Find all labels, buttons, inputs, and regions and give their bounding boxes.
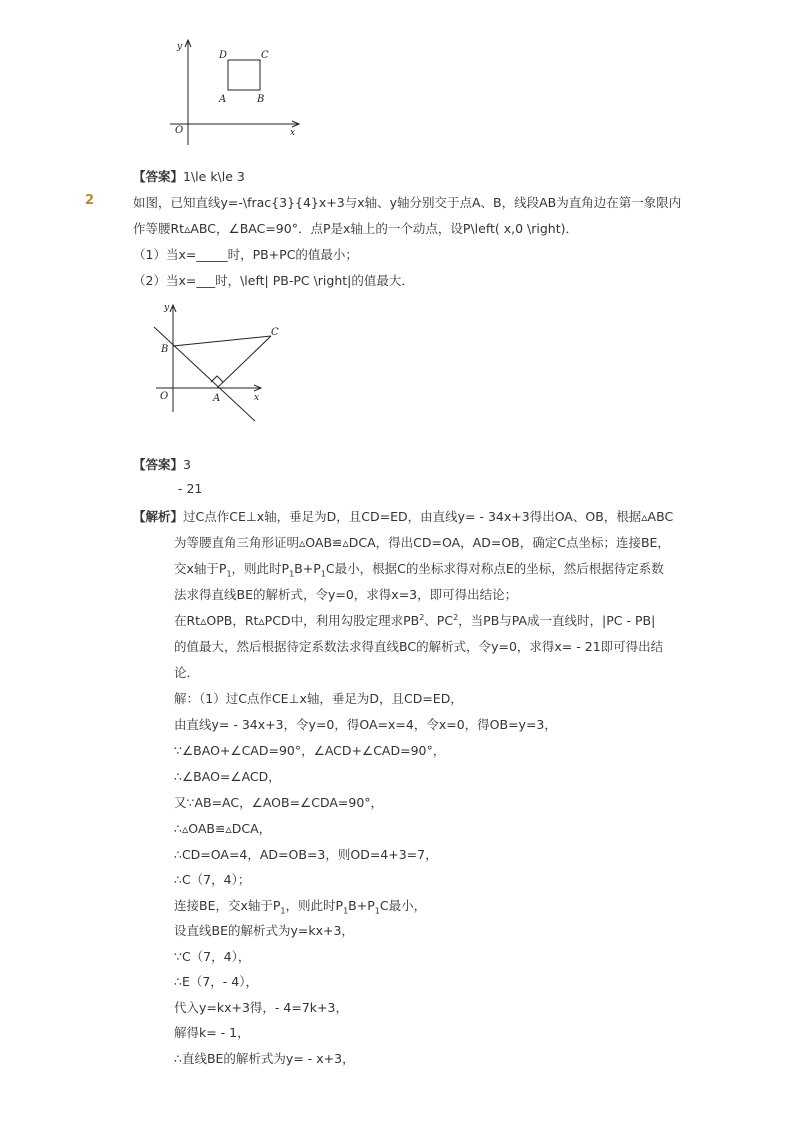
answer-tag: 【答案】 <box>133 169 184 184</box>
label-c: C <box>261 50 269 61</box>
question-2-line-2: 作等腰Rt▵ABC，∠BAC=90°．点P是x轴上的一个动点，设P\left( x,0 \right)． <box>133 221 579 236</box>
subscript: 1 <box>320 569 326 579</box>
label-d: D <box>219 50 228 61</box>
solution-line-10: 设直线BE的解析式为y=kx+3， <box>174 923 354 938</box>
answer-tag: 【答案】 <box>133 457 184 472</box>
text: C最小， <box>379 898 427 913</box>
question-2-part-1: （1）当x=_____时，PB+PC的值最小； <box>133 247 358 262</box>
superscript: 2 <box>453 612 459 622</box>
analysis-line-5 <box>174 611 655 629</box>
superscript: 2 <box>419 612 425 622</box>
solution-line-12: ∴E（7，- 4）， <box>174 974 258 989</box>
answer-2 <box>133 455 191 473</box>
question-2-part-2: （2）当x=___时，\left| PB-PC \right|的值最大． <box>133 273 414 288</box>
subscript: 1 <box>374 906 380 916</box>
question-number: 2 <box>85 193 95 208</box>
answer-2-value-1: 3 <box>183 457 191 472</box>
solution-line-3: ∵∠BAO+∠CAD=90°，∠ACD+∠CAD=90°， <box>174 743 446 758</box>
solution-line-9 <box>174 896 426 916</box>
label-b: B <box>161 344 169 355</box>
answer-2-value-2: - 21 <box>178 481 203 496</box>
solution-line-15: ∴直线BE的解析式为y= - x+3， <box>174 1051 355 1066</box>
label-x: x <box>254 393 260 403</box>
figure-triangle-diagram <box>150 300 285 425</box>
subscript: 1 <box>289 569 295 579</box>
analysis-line-3 <box>174 559 664 579</box>
line-through-b-and-a <box>154 327 255 421</box>
solution-line-14: 解得k= - 1， <box>174 1025 250 1040</box>
figure-square-diagram <box>160 35 310 150</box>
analysis-line-2: 为等腰直角三角形证明▵OAB≌▵DCA，得出CD=OA，AD=OB，确定C点坐标；连接BE， <box>174 535 670 550</box>
analysis-tag: 【解析】 <box>133 509 184 524</box>
text: C最小，根据C的坐标求得对称点E的坐标，然后根据待定系数 <box>325 561 664 576</box>
text: 交x轴于P <box>174 561 227 576</box>
solution-line-6: ∴▵OAB≌▵DCA， <box>174 821 272 836</box>
subscript: 1 <box>343 906 349 916</box>
square-abcd <box>228 60 260 90</box>
answer-1-text: 1\le k\le 3 <box>183 169 245 184</box>
text: 连接BE，交x轴于P <box>174 898 281 913</box>
text: 在Rt▵OPB，Rt▵PCD中，利用勾股定理求PB <box>174 613 420 628</box>
label-o: O <box>160 391 169 402</box>
label-b: B <box>257 94 265 105</box>
label-x: x <box>290 128 296 138</box>
text: B+P <box>348 898 375 913</box>
solution-line-2: 由直线y= - 34x+3，令y=0，得OA=x=4，令x=0，得OB=y=3， <box>174 717 557 732</box>
label-y: y <box>164 303 170 313</box>
analysis-line-4: 法求得直线BE的解析式，令y=0，求得x=3，即可得出结论； <box>174 587 518 602</box>
text: 、PC <box>424 613 454 628</box>
question-2-line-1: 如图，已知直线y=-\frac{3}{4}x+3与x轴、y轴分别交于点A、B，线段AB为直角边在第一象限内 <box>133 195 682 210</box>
solution-line-8: ∴C（7，4）； <box>174 872 251 887</box>
solution-line-11: ∵C（7，4）， <box>174 949 251 964</box>
label-a: A <box>213 393 221 404</box>
text: ，则此时P <box>285 898 344 913</box>
subscript: 1 <box>226 569 232 579</box>
answer-1 <box>133 167 245 185</box>
solution-line-7: ∴CD=OA=4，AD=OB=3，则OD=4+3=7， <box>174 847 438 862</box>
solution-line-1: 解：（1）过C点作CE⊥x轴，垂足为D，且CD=ED， <box>174 691 463 706</box>
analysis-text: 过C点作CE⊥x轴，垂足为D，且CD=ED，由直线y= - 34x+3得出OA、OB，根据▵ABC <box>183 509 674 524</box>
analysis-line-7: 论． <box>174 665 200 680</box>
text: ，当PB与PA成一直线时，|PC - PB| <box>458 613 656 628</box>
segment-ac <box>217 336 271 388</box>
solution-line-5: 又∵AB=AC，∠AOB=∠CDA=90°， <box>174 795 384 810</box>
text: B+P <box>294 561 321 576</box>
segment-bc <box>173 336 271 346</box>
label-o: O <box>175 125 184 136</box>
solution-line-4: ∴∠BAO=∠ACD， <box>174 769 281 784</box>
label-c: C <box>271 327 279 338</box>
analysis-line-1 <box>133 507 673 525</box>
solution-line-13: 代入y=kx+3得，- 4=7k+3， <box>174 1000 348 1015</box>
label-a: A <box>219 94 227 105</box>
subscript: 1 <box>280 906 286 916</box>
analysis-line-6: 的值最大，然后根据待定系数法求得直线BC的解析式，令y=0，求得x= - 21即可得出结 <box>174 639 664 654</box>
text: ，则此时P <box>231 561 290 576</box>
label-y: y <box>177 42 183 52</box>
